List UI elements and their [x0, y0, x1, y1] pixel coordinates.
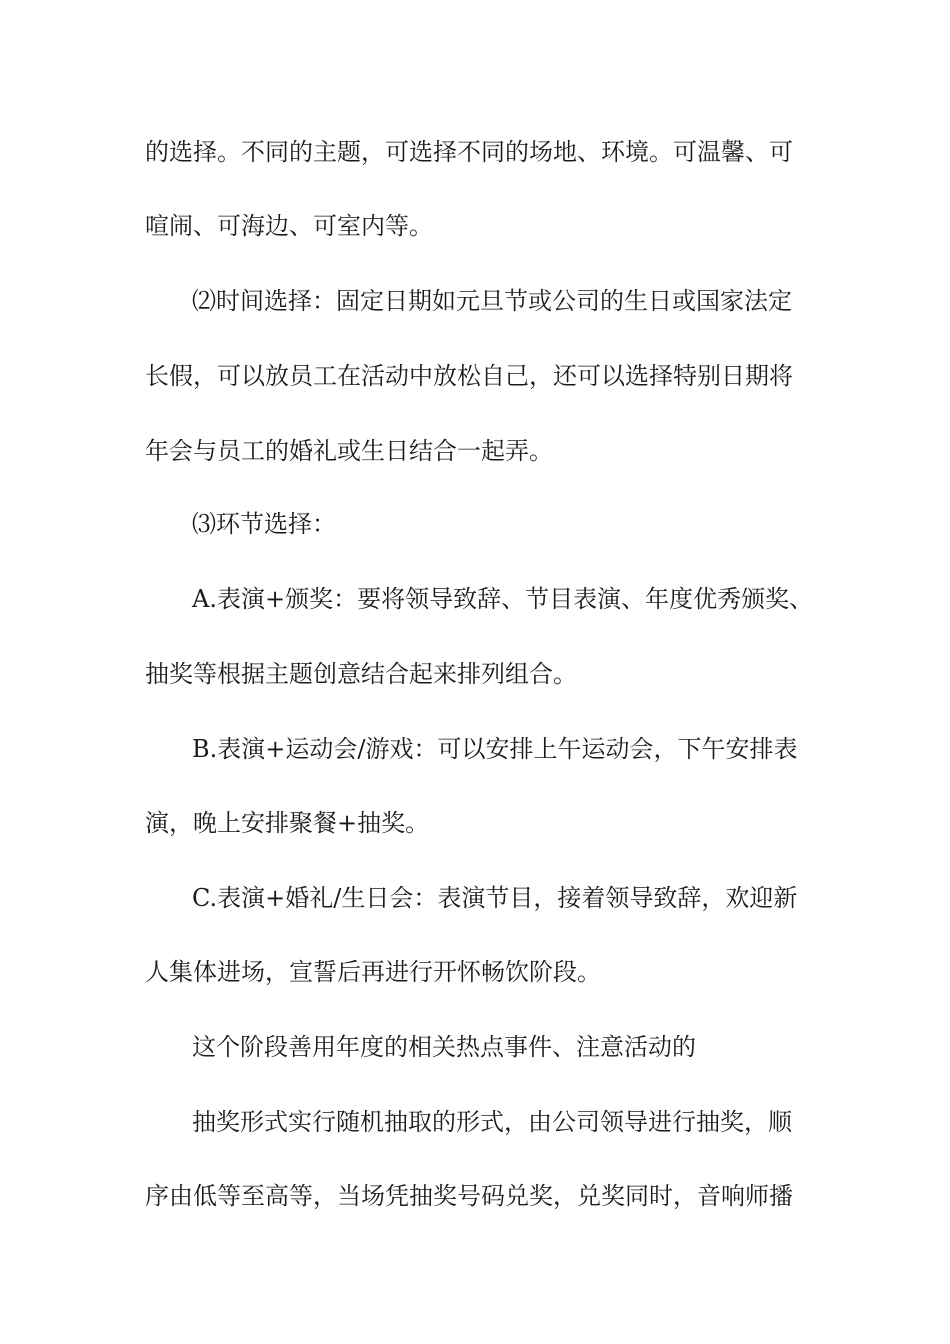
text-line: 喧闹、可海边、可室内等。 — [145, 212, 433, 240]
paragraph-heading-segment: ⑶环节选择： — [192, 510, 336, 538]
text-line: 序由低等至高等，当场凭抽奖号码兑奖，兑奖同时，音响师播 — [145, 1182, 793, 1210]
text-line: 年会与员工的婚礼或生日结合一起弄。 — [145, 437, 553, 465]
paragraph-heading-time: ⑵时间选择：固定日期如元旦节或公司的生日或国家法定 — [192, 287, 792, 315]
text-line: 这个阶段善用年度的相关热点事件、注意活动的 — [192, 1033, 696, 1061]
text-line: 抽奖形式实行随机抽取的形式，由公司领导进行抽奖，顺 — [192, 1108, 792, 1136]
text-line: 长假，可以放员工在活动中放松自己，还可以选择特别日期将 — [145, 362, 793, 390]
text-line: 人集体进场，宣誓后再进行开怀畅饮阶段。 — [145, 958, 601, 986]
text-line: 抽奖等根据主题创意结合起来排列组合。 — [145, 660, 577, 688]
option-b-line: B.表演+运动会/游戏：可以安排上午运动会，下午安排表 — [192, 735, 798, 763]
text-line: 的选择。不同的主题，可选择不同的场地、环境。可温馨、可 — [145, 138, 793, 166]
text-line: 演，晚上安排聚餐+抽奖。 — [145, 809, 430, 837]
option-c-line: C.表演+婚礼/生日会：表演节目，接着领导致辞，欢迎新 — [192, 884, 798, 912]
option-a-line: A.表演+颁奖：要将领导致辞、节目表演、年度优秀颁奖、 — [192, 585, 814, 613]
